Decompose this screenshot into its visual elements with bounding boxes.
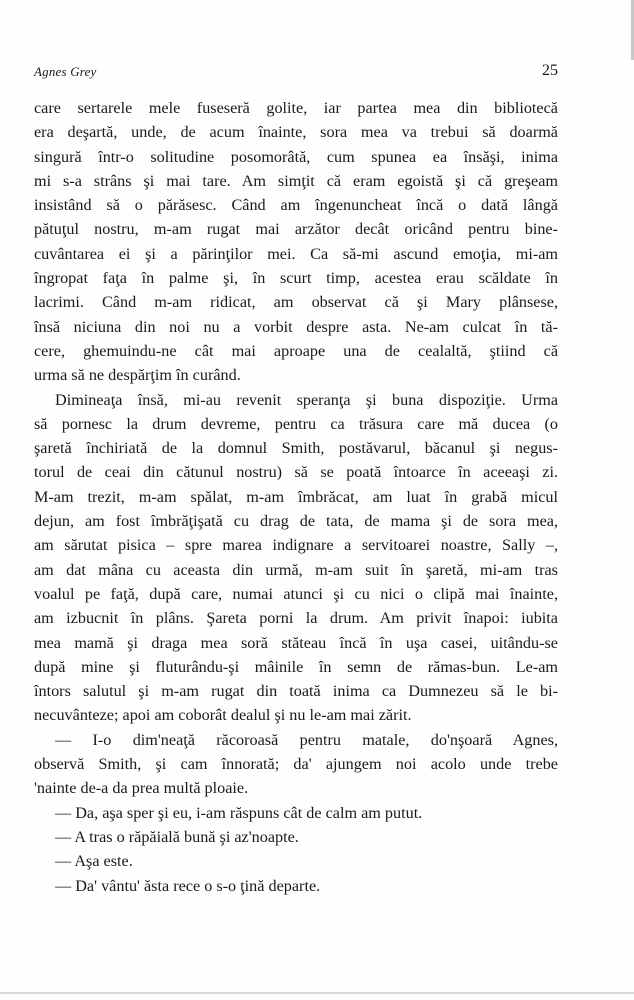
text-line: torul de ceai din cătunul nostru) să se poată întoarce în aceeaşi zi. xyxy=(34,463,558,482)
text-line: am dat mâna cu aceasta din urmă, m-am suit în şaretă, mi-am tras xyxy=(34,560,558,579)
body-text xyxy=(34,96,558,898)
text-line: pătuţul nostru, m-am rugat mai arzător decât oricând pentru bine- xyxy=(34,220,558,239)
text-line: am izbucnit în plâns. Şareta porni la drum. Am privit înapoi: iubita xyxy=(34,609,558,628)
dialogue-line: — Da, aşa sper şi eu, i-am răspuns cât de calm am putut. xyxy=(55,803,423,822)
text-line: mi s-a strâns şi mai tare. Am simţit că eram egoistă şi că greşeam xyxy=(34,171,558,190)
text-line: Dimineaţa însă, mi-au revenit speranţa şi buna dispoziţie. Urma xyxy=(55,390,558,409)
text-line: cuvântarea ei şi a părinţilor mei. Ca să-mi ascund emoţia, mi-am xyxy=(34,244,558,263)
text-line: necuvânteze; apoi am coborât dealul şi nu le-am mai zărit. xyxy=(34,706,412,725)
dialogue-line: — Da' vântu' ăsta rece o s-o ţină departe. xyxy=(55,876,321,895)
text-line: 'nainte de-a da prea multă ploaie. xyxy=(34,779,249,798)
text-line: urma să ne despărţim în curând. xyxy=(34,366,241,385)
text-line: singură într-o solitudine posomorâtă, cum spunea ea însăşi, inima xyxy=(34,147,558,166)
text-line: după mine şi fluturându-şi mâinile în semn de rămas-bun. Le-am xyxy=(34,657,558,676)
text-line: şaretă închiriată de la domnul Smith, postăvarul, băcanul şi negus- xyxy=(34,439,558,458)
text-line: era deşartă, unde, de acum înainte, sora mea va trebui să doarmă xyxy=(34,123,558,142)
page-bottom-edge xyxy=(0,992,634,994)
text-line: voalul pe faţă, după care, numai atunci şi cu nici o clipă mai înainte, xyxy=(34,584,558,603)
text-line: cere, ghemuindu-ne cât mai aproape una de cealaltă, ştiind că xyxy=(34,341,558,360)
text-line: însă niciuna din noi nu a vorbit despre asta. Ne-am culcat în tă- xyxy=(34,317,558,336)
text-line: dejun, am fost îmbrăţişată cu drag de tata, de mama şi de sora mea, xyxy=(34,512,558,531)
text-line: lacrimi. Când m-am ridicat, am observat că şi Mary plânsese, xyxy=(34,293,558,312)
page-header xyxy=(34,62,558,82)
dialogue-line: — Aşa este. xyxy=(55,852,133,871)
dialogue-line: — I-o dim'neaţă răcoroasă pentru matale, do'nşoară Agnes, xyxy=(55,730,558,749)
text-line: observă Smith, şi cam înnorată; da' ajungem noi acolo unde trebe xyxy=(34,755,558,774)
page-number: 25 xyxy=(542,62,558,79)
text-line: am sărutat pisica – spre marea indignare a servitoarei noastre, Sally –, xyxy=(34,536,558,555)
text-line: M-am trezit, m-am spălat, m-am îmbrăcat, am luat în grabă micul xyxy=(34,487,558,506)
text-line: mea mamă şi draga mea soră stăteau încă în uşa casei, uitându-se xyxy=(34,633,558,652)
text-line: să pornesc la drum devreme, pentru ca trăsura care mă ducea (o xyxy=(34,414,558,433)
dialogue-line: — A tras o răpăială bună şi az'noapte. xyxy=(55,827,299,846)
text-line: care sertarele mele fuseseră golite, iar partea mea din bibliotecă xyxy=(34,99,558,117)
text-line: îngropat faţa în palme şi, în scurt timp, acestea erau scăldate în xyxy=(34,269,558,288)
text-line: întors salutul şi m-am rugat din toată inima ca Dumnezeu să le bi- xyxy=(34,682,558,701)
running-title: Agnes Grey xyxy=(34,64,97,79)
text-line: insistând să o părăsesc. Când am îngenuncheat încă o dată lângă xyxy=(34,196,558,215)
